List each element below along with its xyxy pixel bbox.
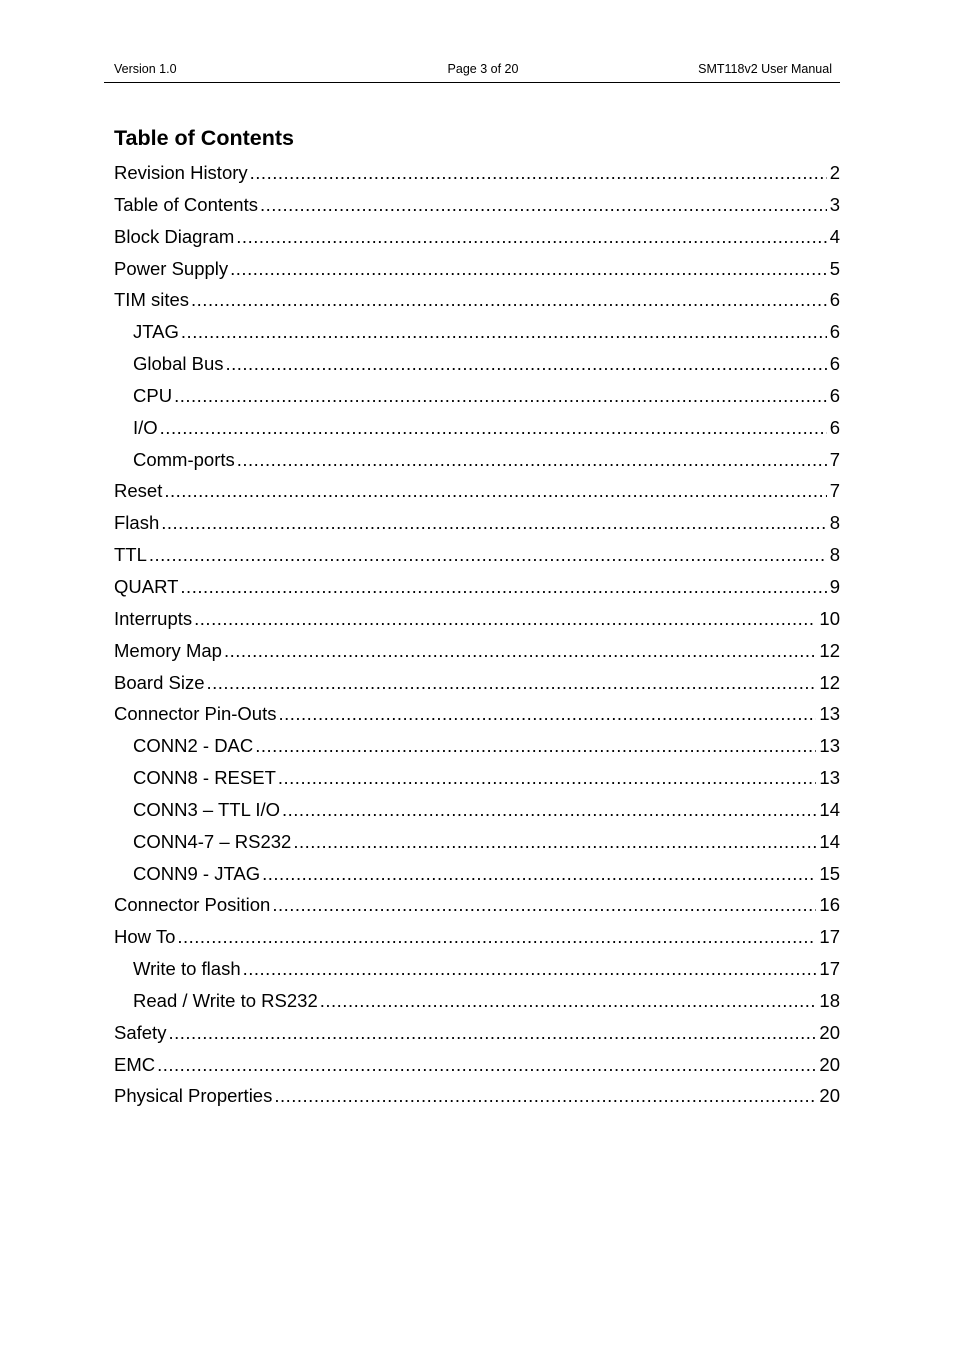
toc-entry-page: 17 (819, 926, 840, 948)
toc-entry-label: QUART (114, 575, 179, 597)
toc-entry-page: 9 (829, 575, 840, 597)
toc-dot-leader (272, 892, 816, 918)
header-version: Version 1.0 (114, 62, 177, 76)
toc-dot-leader (293, 829, 816, 855)
toc-dot-leader (278, 701, 816, 727)
toc-entry-page: 6 (829, 384, 840, 406)
toc-entry[interactable] (114, 892, 840, 924)
page-header (104, 61, 840, 83)
toc-dot-leader (207, 670, 817, 696)
toc-entry-label: Board Size (114, 671, 205, 693)
toc-entry[interactable] (114, 861, 840, 893)
toc-entry[interactable] (114, 606, 840, 638)
toc-dot-leader (262, 861, 816, 887)
toc-dot-leader (255, 733, 816, 759)
toc-entry[interactable] (114, 956, 840, 988)
toc-entry-page: 7 (829, 448, 840, 470)
toc-entry-label: CONN8 - RESET (133, 767, 276, 789)
toc-entry-label: Memory Map (114, 639, 222, 661)
toc-entry-label: CONN2 - DAC (133, 735, 254, 757)
toc-entry-label: Global Bus (133, 353, 224, 375)
toc-entry[interactable] (114, 733, 840, 765)
toc-entry[interactable] (114, 670, 840, 702)
toc-entry-page: 13 (819, 767, 840, 789)
toc-dot-leader (260, 192, 827, 218)
toc-dot-leader (180, 574, 826, 600)
toc-entry-label: Block Diagram (114, 225, 235, 247)
toc-entry-label: Revision History (114, 162, 248, 183)
table-of-contents (114, 160, 840, 1115)
toc-dot-leader (157, 1052, 816, 1078)
toc-entry-label: TIM sites (114, 289, 190, 311)
toc-dot-leader (161, 510, 826, 536)
toc-dot-leader (224, 638, 816, 664)
toc-entry-page: 8 (829, 544, 840, 566)
toc-entry-page: 10 (819, 607, 840, 629)
toc-dot-leader (320, 988, 817, 1014)
toc-entry-label: Table of Contents (114, 193, 258, 215)
toc-entry-page: 13 (819, 703, 840, 725)
toc-entry[interactable] (114, 319, 840, 351)
toc-entry[interactable] (114, 160, 840, 192)
toc-entry-label: I/O (133, 416, 158, 438)
toc-entry-page: 6 (829, 353, 840, 375)
toc-entry[interactable] (114, 1083, 840, 1115)
toc-entry[interactable] (114, 1052, 840, 1084)
header-document-title: SMT118v2 User Manual (698, 62, 832, 76)
toc-entry[interactable] (114, 829, 840, 861)
toc-entry[interactable] (114, 765, 840, 797)
toc-entry[interactable] (114, 510, 840, 542)
toc-dot-leader (149, 542, 827, 568)
toc-entry[interactable] (114, 988, 840, 1020)
toc-dot-leader (236, 224, 826, 250)
toc-dot-leader (243, 956, 817, 982)
toc-dot-leader (168, 1020, 816, 1046)
toc-entry[interactable] (114, 574, 840, 606)
toc-entry-label: Physical Properties (114, 1085, 273, 1107)
toc-entry-label: JTAG (133, 321, 179, 343)
toc-entry-label: How To (114, 926, 176, 948)
toc-entry-page: 4 (829, 225, 840, 247)
toc-entry[interactable] (114, 478, 840, 510)
toc-entry-page: 18 (819, 989, 840, 1011)
toc-dot-leader (237, 447, 827, 473)
toc-entry-page: 15 (819, 862, 840, 884)
toc-entry[interactable] (114, 256, 840, 288)
toc-dot-leader (230, 256, 827, 282)
toc-entry-label: Connector Position (114, 894, 271, 916)
toc-dot-leader (191, 287, 827, 313)
toc-entry-page: 20 (819, 1053, 840, 1075)
toc-dot-leader (174, 383, 827, 409)
toc-dot-leader (274, 1083, 816, 1109)
toc-dot-leader (226, 351, 827, 377)
toc-entry-label: Comm-ports (133, 448, 235, 470)
toc-entry-page: 5 (829, 257, 840, 279)
toc-entry-label: Power Supply (114, 257, 229, 279)
toc-dot-leader (160, 415, 827, 441)
toc-dot-leader (278, 765, 817, 791)
toc-entry-label: Read / Write to RS232 (133, 989, 318, 1011)
toc-entry[interactable] (114, 192, 840, 224)
toc-dot-leader (194, 606, 816, 632)
toc-entry-label: Interrupts (114, 607, 193, 629)
toc-entry-page: 6 (829, 321, 840, 343)
toc-entry-page: 2 (829, 162, 840, 183)
toc-entry-page: 20 (819, 1021, 840, 1043)
toc-dot-leader (177, 924, 816, 950)
toc-entry-page: 17 (819, 958, 840, 980)
toc-entry-label: EMC (114, 1053, 156, 1075)
toc-entry[interactable] (114, 1020, 840, 1052)
toc-entry[interactable] (114, 351, 840, 383)
toc-entry-page: 3 (829, 193, 840, 215)
toc-entry[interactable] (114, 287, 840, 319)
toc-entry-label: Write to flash (133, 958, 241, 980)
toc-entry-page: 12 (819, 639, 840, 661)
toc-entry[interactable] (114, 447, 840, 479)
toc-entry[interactable] (114, 797, 840, 829)
toc-entry-page: 6 (829, 416, 840, 438)
toc-entry-page: 6 (829, 289, 840, 311)
toc-entry[interactable] (114, 415, 840, 447)
toc-entry[interactable] (114, 924, 840, 956)
toc-entry[interactable] (114, 383, 840, 415)
toc-dot-leader (181, 319, 827, 345)
toc-entry-page: 13 (819, 735, 840, 757)
toc-entry-label: CPU (133, 384, 173, 406)
toc-heading: Table of Contents (114, 126, 294, 150)
toc-entry-label: CONN3 – TTL I/O (133, 798, 281, 820)
toc-entry-label: CONN4-7 – RS232 (133, 830, 292, 852)
toc-entry[interactable] (114, 701, 840, 733)
header-page-number: Page 3 of 20 (447, 62, 519, 76)
toc-entry-label: Safety (114, 1021, 167, 1043)
toc-entry-label: TTL (114, 544, 147, 566)
toc-entry-page: 14 (819, 798, 840, 820)
toc-dot-leader (282, 797, 816, 823)
toc-entry-label: Connector Pin-Outs (114, 703, 277, 725)
toc-entry-label: Flash (114, 512, 160, 534)
toc-entry-page: 12 (819, 671, 840, 693)
toc-entry-page: 20 (819, 1085, 840, 1107)
toc-entry-page: 8 (829, 512, 840, 534)
toc-dot-leader (250, 160, 827, 186)
toc-entry-label: Reset (114, 480, 163, 502)
toc-entry-label: CONN9 - JTAG (133, 862, 261, 884)
toc-entry[interactable] (114, 542, 840, 574)
toc-entry-page: 7 (829, 480, 840, 502)
toc-entry[interactable] (114, 224, 840, 256)
toc-dot-leader (164, 478, 826, 504)
toc-entry[interactable] (114, 638, 840, 670)
toc-entry-page: 16 (819, 894, 840, 916)
toc-entry-page: 14 (819, 830, 840, 852)
